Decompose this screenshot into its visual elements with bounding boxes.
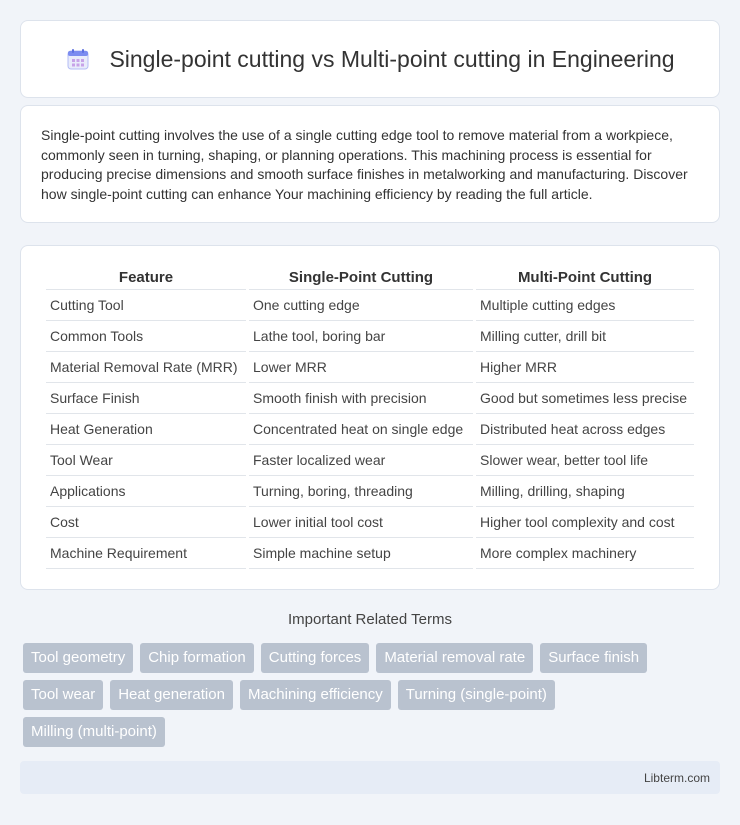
table-cell: Slower wear, better tool life — [476, 445, 694, 476]
table-row — [46, 352, 694, 383]
table-body — [46, 290, 694, 569]
comparison-table-card — [20, 245, 720, 590]
footer — [20, 761, 720, 794]
table-cell: Applications — [46, 476, 246, 507]
related-terms-title: Important Related Terms — [288, 611, 452, 628]
table-row — [46, 476, 694, 507]
related-term-tag[interactable]: Chip formation — [140, 643, 254, 673]
table-cell: Tool Wear — [46, 445, 246, 476]
table-row — [46, 383, 694, 414]
comparison-table — [43, 266, 697, 569]
table-cell: Heat Generation — [46, 414, 246, 445]
table-cell: Machine Requirement — [46, 538, 246, 569]
related-term-tag[interactable]: Tool geometry — [23, 643, 133, 673]
table-cell: Distributed heat across edges — [476, 414, 694, 445]
header-multi-point: Multi-Point Cutting — [476, 266, 694, 290]
table-cell: More complex machinery — [476, 538, 694, 569]
table-cell: Cutting Tool — [46, 290, 246, 321]
header-single-point: Single-Point Cutting — [249, 266, 473, 290]
table-cell: Lower MRR — [249, 352, 473, 383]
table-cell: Surface Finish — [46, 383, 246, 414]
header-feature: Feature — [46, 266, 246, 290]
table-row — [46, 290, 694, 321]
related-term-tag[interactable]: Milling (multi-point) — [23, 717, 165, 747]
table-cell: Cost — [46, 507, 246, 538]
related-terms-tags — [23, 643, 703, 747]
table-cell: Lower initial tool cost — [249, 507, 473, 538]
table-row — [46, 414, 694, 445]
intro-text: Single-point cutting involves the use of a single cutting edge tool to remove material from a workpiece, commonly seen in turning, shaping, or planning operations. This machining process is essential for producing precise dimensions and smooth surface finishes in metalworking and manufacturing. Discover how single-point cutting can enhance Your machining efficiency by reading the full article. — [41, 127, 688, 202]
table-cell: Multiple cutting edges — [476, 290, 694, 321]
table-row — [46, 445, 694, 476]
table-row — [46, 507, 694, 538]
table-cell: Simple machine setup — [249, 538, 473, 569]
table-cell: Lathe tool, boring bar — [249, 321, 473, 352]
related-term-tag[interactable]: Cutting forces — [261, 643, 370, 673]
table-header-row — [46, 266, 694, 290]
page-title: Single-point cutting vs Multi-point cutting in Engineering — [109, 45, 675, 72]
table-cell: Material Removal Rate (MRR) — [46, 352, 246, 383]
related-term-tag[interactable]: Tool wear — [23, 680, 103, 710]
table-cell: Faster localized wear — [249, 445, 473, 476]
table-cell: Higher tool complexity and cost — [476, 507, 694, 538]
table-cell: Good but sometimes less precise — [476, 383, 694, 414]
related-term-tag[interactable]: Material removal rate — [376, 643, 533, 673]
table-cell: Concentrated heat on single edge — [249, 414, 473, 445]
related-term-tag[interactable]: Heat generation — [110, 680, 233, 710]
header-card — [20, 20, 720, 98]
table-cell: Milling cutter, drill bit — [476, 321, 694, 352]
table-cell: Milling, drilling, shaping — [476, 476, 694, 507]
calendar-icon — [65, 46, 91, 72]
related-term-tag[interactable]: Machining efficiency — [240, 680, 391, 710]
table-cell: One cutting edge — [249, 290, 473, 321]
table-cell: Smooth finish with precision — [249, 383, 473, 414]
table-cell: Turning, boring, threading — [249, 476, 473, 507]
table-row — [46, 321, 694, 352]
related-term-tag[interactable]: Surface finish — [540, 643, 647, 673]
footer-site-link[interactable]: Libterm.com — [643, 770, 710, 785]
intro-card — [20, 105, 720, 223]
related-term-tag[interactable]: Turning (single-point) — [398, 680, 555, 710]
table-cell: Common Tools — [46, 321, 246, 352]
table-cell: Higher MRR — [476, 352, 694, 383]
table-row — [46, 538, 694, 569]
